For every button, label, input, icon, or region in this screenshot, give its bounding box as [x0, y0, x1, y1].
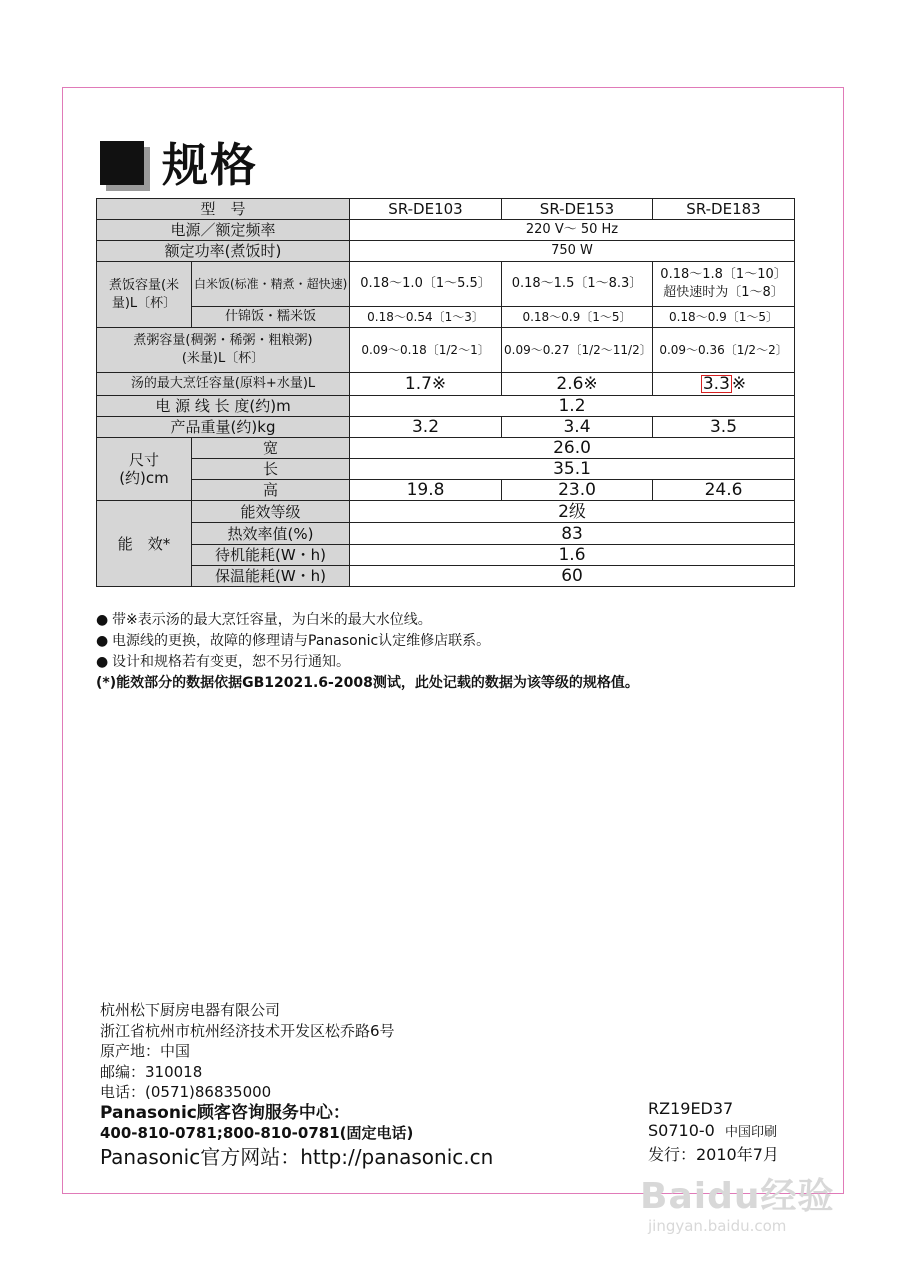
standby-power-label: 待机能耗(W・h) — [192, 545, 350, 566]
issue-date: 发行：2010年7月 — [648, 1145, 779, 1164]
bullet-icon: ● — [96, 612, 109, 628]
rice-capacity-label: 煮饭容量(米量)L〔杯〕 — [97, 262, 192, 328]
size-height-value-1: 19.8 — [350, 480, 502, 501]
soup-value-3 — [653, 373, 795, 396]
model-2: SR-DE153 — [502, 199, 653, 220]
size-label — [97, 438, 192, 501]
note-1-text: 带※表示汤的最大烹饪容量，为白米的最大水位线。 — [112, 612, 432, 628]
white-rice-label: 白米饭(标准・精煮・超快速) — [192, 262, 350, 307]
mixed-rice-value-2: 0.18～0.9〔1～5〕 — [502, 307, 653, 328]
porridge-value-2: 0.09～0.27〔1/2～11/2〕 — [502, 328, 653, 373]
size-height-value-3: 24.6 — [653, 480, 795, 501]
porridge-value-1: 0.09～0.18〔1/2～1〕 — [350, 328, 502, 373]
table-row-mixed-rice — [97, 307, 795, 328]
cord-length-label: 电 源 线 长 度(约)m — [97, 396, 350, 417]
notes — [96, 610, 639, 694]
white-rice-value-3-line1: 0.18～1.8〔1～10〕 — [660, 267, 787, 282]
porridge-label — [97, 328, 350, 373]
table-row-white-rice — [97, 262, 795, 307]
baidu-watermark — [640, 1168, 850, 1244]
table-row-cord — [97, 396, 795, 417]
thermal-efficiency-value: 83 — [350, 523, 795, 545]
company-postcode: 邮编：310018 — [100, 1062, 203, 1081]
table-row-eff-thermal — [97, 523, 795, 545]
size-height-label: 高 — [192, 480, 350, 501]
soup-value-1: 1.7※ — [350, 373, 502, 396]
size-length-value: 35.1 — [350, 459, 795, 480]
weight-label: 产品重量(约)kg — [97, 417, 350, 438]
white-rice-value-3-line2: 超快速时为〔1～8〕 — [663, 285, 784, 300]
note-2-text: 电源线的更换，故障的修理请与Panasonic认定维修店联系。 — [112, 633, 491, 649]
company-origin: 原产地：中国 — [100, 1042, 191, 1060]
service-center: Panasonic顾客咨询服务中心： — [100, 1102, 350, 1123]
weight-value-1: 3.2 — [350, 417, 502, 438]
power-freq-value: 220 V～ 50 Hz — [350, 220, 795, 241]
soup-label: 汤的最大烹饪容量(原料+水量)L — [97, 373, 350, 396]
thermal-efficiency-label: 热效率值(%) — [192, 523, 350, 545]
company-name: 杭州松下厨房电器有限公司 — [100, 1001, 281, 1019]
print-code: RZ19ED37 — [648, 1099, 734, 1118]
warm-power-value: 60 — [350, 566, 795, 587]
note-2 — [96, 631, 639, 652]
printed-in: 中国印刷 — [725, 1125, 778, 1140]
note-3 — [96, 652, 639, 673]
efficiency-grade-label: 能效等级 — [192, 501, 350, 523]
white-rice-value-2: 0.18～1.5〔1～8.3〕 — [502, 262, 653, 307]
table-row-header — [97, 199, 795, 220]
rated-power-value: 750 W — [350, 241, 795, 262]
table-row-rated-power — [97, 241, 795, 262]
efficiency-label: 能 效* — [97, 501, 192, 587]
power-freq-label: 电源／额定频率 — [97, 220, 350, 241]
standby-power-value: 1.6 — [350, 545, 795, 566]
model-header-label: 型 号 — [97, 199, 350, 220]
table-row-porridge — [97, 328, 795, 373]
table-row-eff-standby — [97, 545, 795, 566]
porridge-value-3: 0.09～0.36〔1/2～2〕 — [653, 328, 795, 373]
model-3: SR-DE183 — [653, 199, 795, 220]
rated-power-label: 额定功率(煮饭时) — [97, 241, 350, 262]
soup-value-2: 2.6※ — [502, 373, 653, 396]
company-phone: 电话：(0571)86835000 — [100, 1083, 272, 1101]
table-row-size-width — [97, 438, 795, 459]
page-title: 规格 — [162, 138, 258, 192]
size-label-line1: 尺寸 — [128, 451, 159, 469]
watermark-url: jingyan.baidu.com — [648, 1217, 787, 1235]
company-info — [100, 1000, 493, 1170]
cord-length-value: 1.2 — [350, 396, 795, 417]
white-rice-value-3 — [653, 262, 795, 307]
white-rice-value-1: 0.18～1.0〔1～5.5〕 — [350, 262, 502, 307]
mixed-rice-value-3: 0.18～0.9〔1～5〕 — [653, 307, 795, 328]
mixed-rice-value-1: 0.18～0.54〔1～3〕 — [350, 307, 502, 328]
bullet-icon: ● — [96, 633, 109, 649]
warm-power-label: 保温能耗(W・h) — [192, 566, 350, 587]
size-height-value-2: 23.0 — [502, 480, 653, 501]
efficiency-grade-value: 2级 — [350, 501, 795, 523]
bullet-icon: ● — [96, 654, 109, 670]
title-square-icon — [100, 141, 144, 185]
porridge-label-line2: (米量)L〔杯〕 — [181, 351, 265, 366]
mixed-rice-label: 什锦饭・糯米饭 — [192, 307, 350, 328]
table-row-soup — [97, 373, 795, 396]
print-info — [648, 1098, 779, 1166]
table-row-weight — [97, 417, 795, 438]
table-row-size-length — [97, 459, 795, 480]
note-1 — [96, 610, 639, 631]
model-1: SR-DE103 — [350, 199, 502, 220]
print-serial: S0710-0 — [648, 1121, 715, 1140]
service-phones: 400-810-0781;800-810-0781(固定电话) — [100, 1124, 414, 1142]
porridge-label-line1: 煮粥容量(稠粥・稀粥・粗粮粥) — [133, 333, 313, 348]
weight-value-2: 3.4 — [502, 417, 653, 438]
print-serial-row — [648, 1120, 779, 1144]
table-row-eff-grade — [97, 501, 795, 523]
size-length-label: 长 — [192, 459, 350, 480]
watermark-brand: Baidu经验 — [640, 1176, 835, 1217]
size-label-line2: (约)cm — [119, 469, 169, 487]
star-note: (*)能效部分的数据依据GB12021.6-2008测试，此处记载的数据为该等级的规格值。 — [96, 675, 639, 691]
soup-value-3-mark: ※ — [731, 374, 747, 394]
size-width-label: 宽 — [192, 438, 350, 459]
note-3-text: 设计和规格若有变更，恕不另行通知。 — [112, 654, 350, 670]
weight-value-3: 3.5 — [653, 417, 795, 438]
soup-value-3-highlight: 3.3 — [702, 374, 730, 394]
size-width-value: 26.0 — [350, 438, 795, 459]
website: Panasonic官方网站：http://panasonic.cn — [100, 1144, 494, 1169]
company-address: 浙江省杭州市杭州经济技术开发区松乔路6号 — [100, 1021, 395, 1040]
table-row-size-height — [97, 480, 795, 501]
spec-table — [96, 198, 795, 587]
table-row-power-freq — [97, 220, 795, 241]
table-row-eff-warm — [97, 566, 795, 587]
